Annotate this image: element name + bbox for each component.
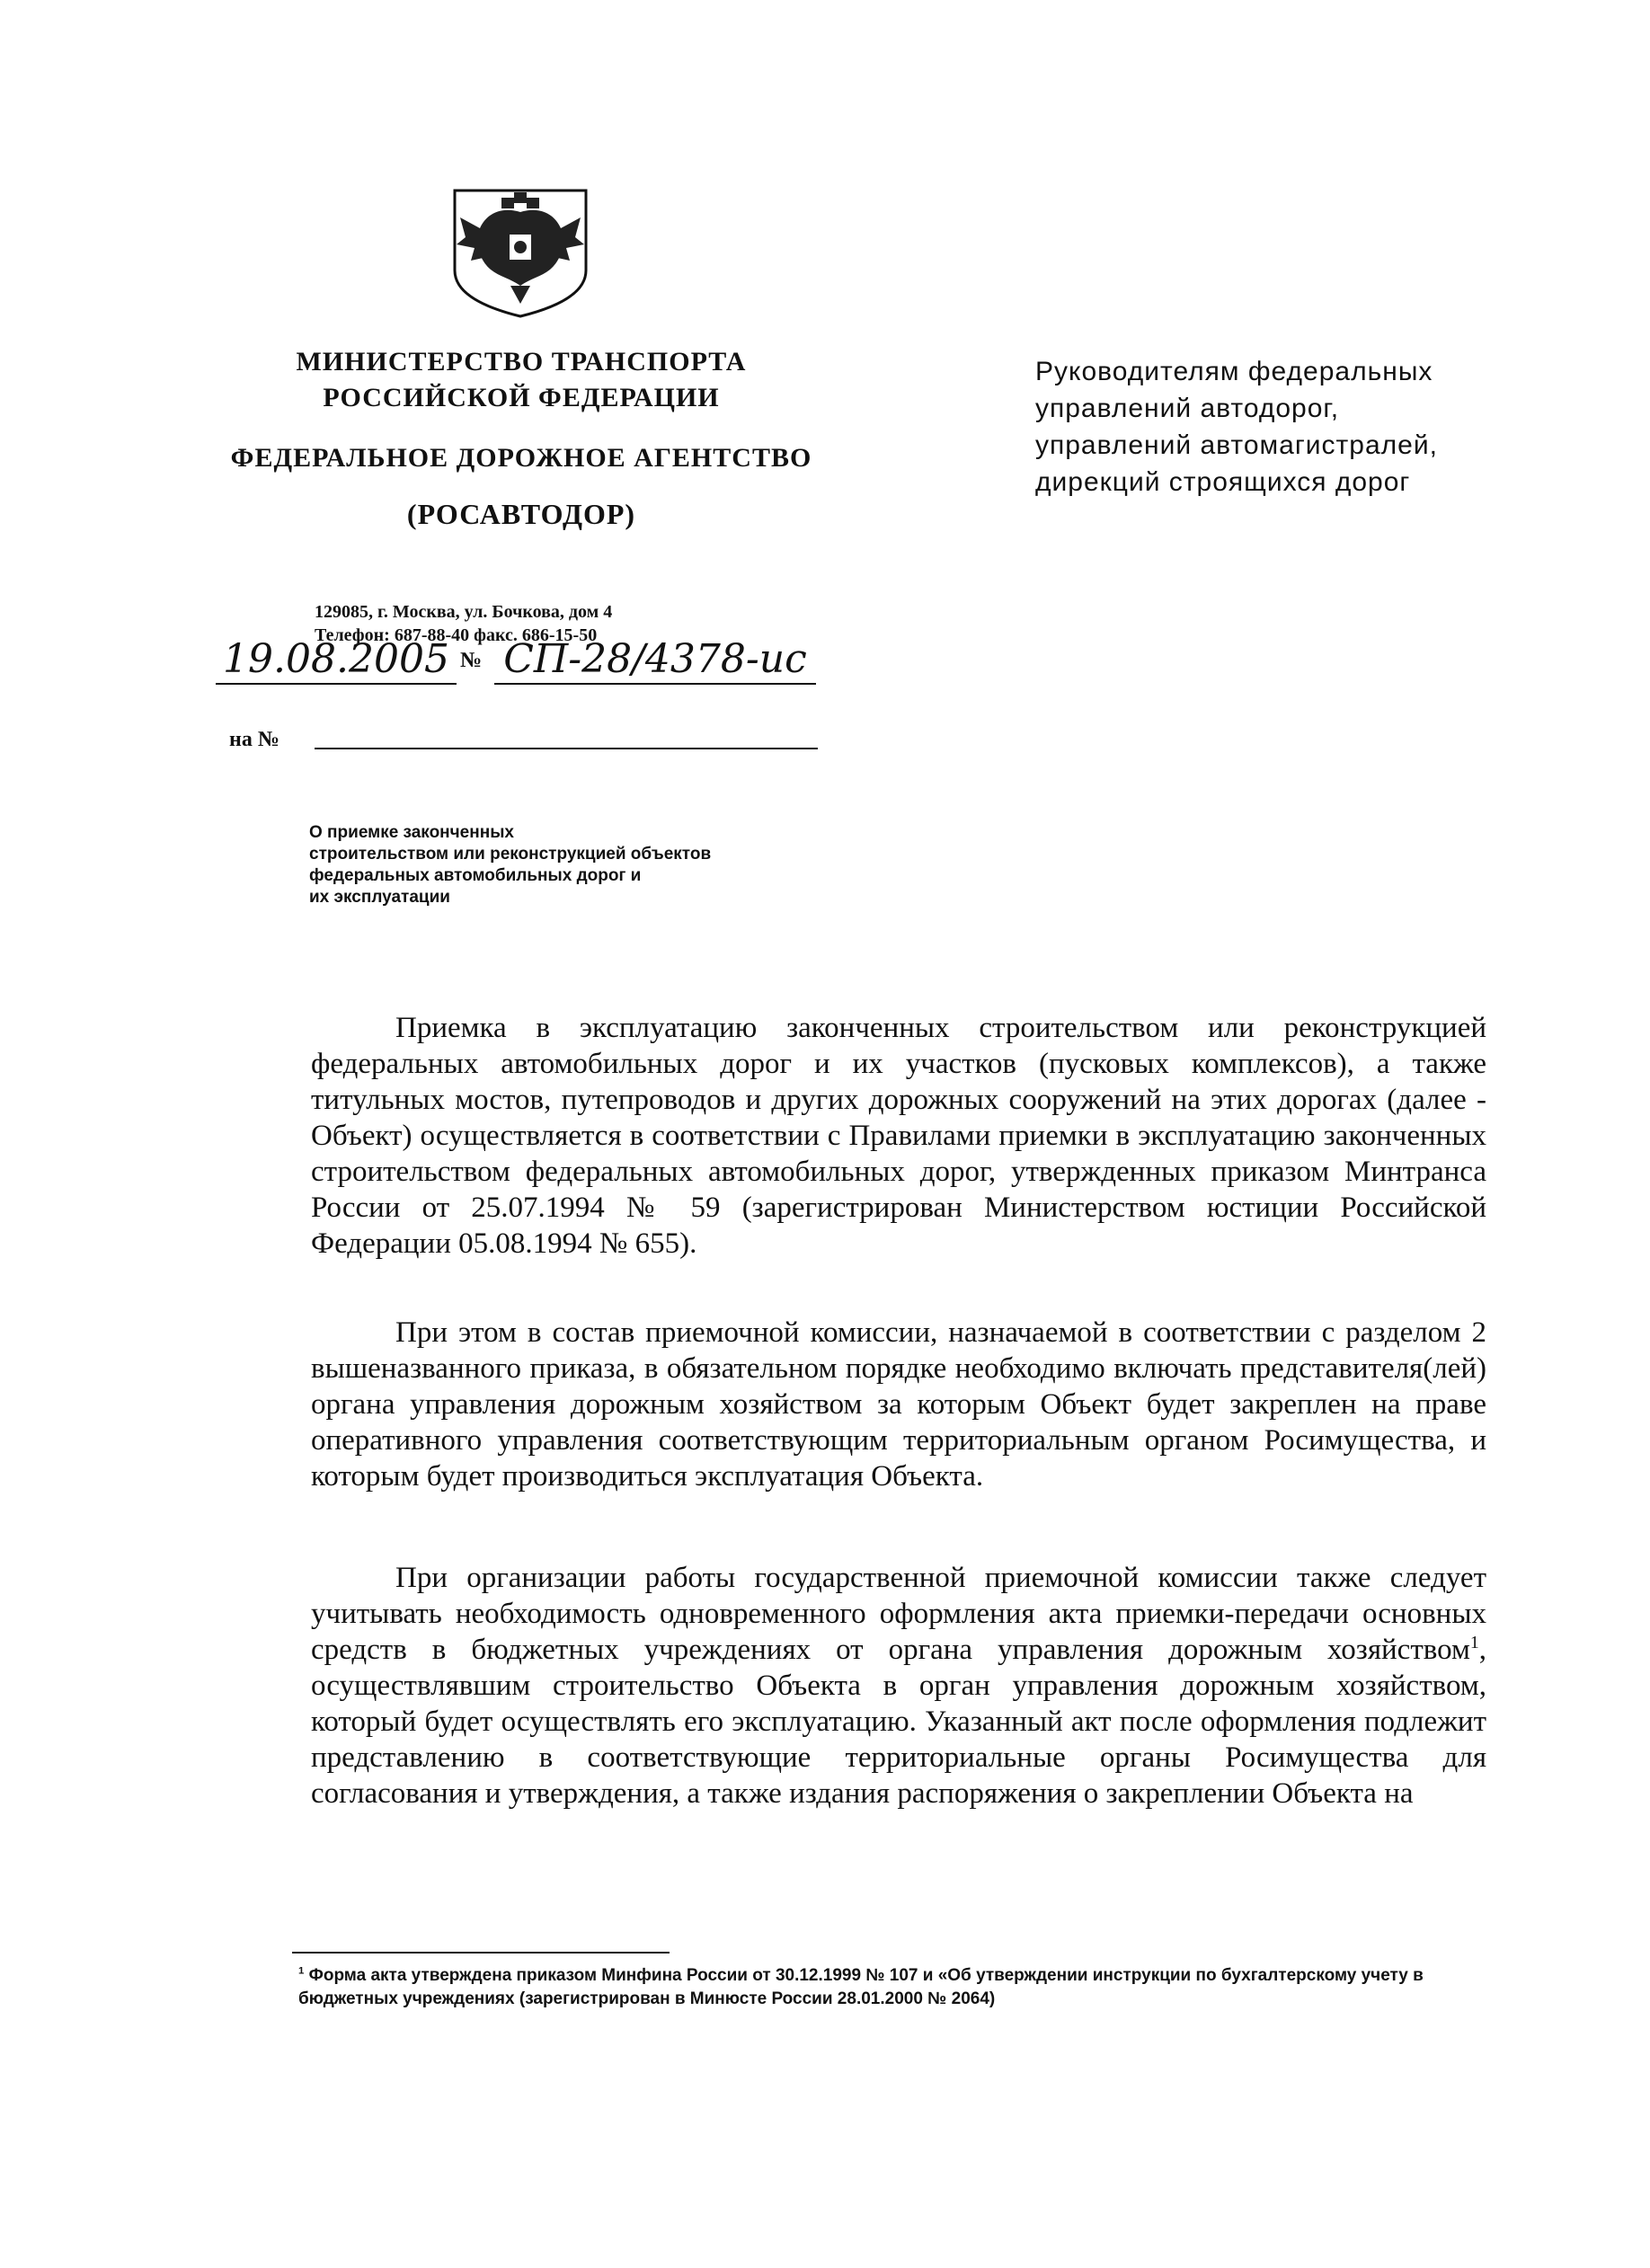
subject-block	[309, 822, 884, 908]
addressee-line: Руководителям федеральных	[1035, 357, 1433, 386]
coat-of-arms-icon	[448, 185, 593, 320]
ministry-name-line1: МИНИСТЕРСТВО ТРАНСПОРТА	[296, 347, 747, 377]
footnote	[298, 1964, 1486, 2011]
ministry-name-line2: РОССИЙСКОЙ ФЕДЕРАЦИИ	[323, 383, 720, 412]
address-text: 129085, г. Москва, ул. Бочкова, дом 4	[315, 602, 613, 622]
letter-date: 19.08.2005	[223, 636, 449, 682]
letter-number: СП-28/4378-ис	[503, 636, 807, 682]
paragraph-text: , осуществлявшим строительство Объекта в орган управления дорожным хозяйством, который будет осуществлять его эксплуатацию. Указанный акт после оформления подлежит представлению в соответствующие территориальные органы Росимущества для согласования и утверждения, а также издания распоряжения о закреплении Объекта на	[311, 1634, 1486, 1810]
footnote-text: Форма акта утверждена приказом Минфина России от 30.12.1999 № 107 и «Об утверждении инструкции по бухгалтерскому учету в бюджетных учреждениях (зарегистрирован в Минюсте России 28.01.2000 № 2064)	[298, 1966, 1424, 2008]
in-reply-label: на №	[229, 728, 279, 751]
addressee-line: управлений автодорог,	[1035, 394, 1340, 423]
addressee-line: управлений автомагистралей,	[1035, 430, 1438, 460]
subject-line: О приемке законченных	[309, 823, 514, 842]
paragraph-text: При организации работы государственной приемочной комиссии также следует учитывать необходимость одновременного оформления акта приемки-передачи основных средств в бюджетных учреждениях от органа управления дорожным хозяйством	[311, 1562, 1486, 1666]
body-paragraph: Приемка в эксплуатацию законченных строительством или реконструкцией федеральных автомобильных дорог и их участков (пусковых комплексов), а также титульных мостов, путепроводов и других дорожных сооружений на этих дорогах (далее - Объект) осуществляется в соответствии с Правилами приемки в эксплуатацию законченных строительством федеральных автомобильных дорог, утвержденных приказом Минтранса России от 25.07.1994 № 59 (зарегистрирован Министерством юстиции Российской Федерации 05.08.1994 № 655).	[311, 1012, 1486, 1260]
number-sign: №	[460, 649, 483, 672]
subject-line: их эксплуатации	[309, 888, 450, 907]
addressee-block	[1035, 353, 1610, 501]
body-paragraph	[311, 1560, 1486, 1812]
phone-text: Телефон: 687-88-40 факс. 686-15-50	[315, 625, 598, 645]
date-underline	[216, 683, 457, 685]
footnote-divider	[292, 1952, 670, 1953]
body-paragraph: При этом в состав приемочной комиссии, назначаемой в соответствии с разделом 2 вышеназванного приказа, в обязательном порядке необходимо включать представителя(лей) органа управления дорожным хозяйством за которым Объект будет закреплен на праве оперативного управления соответствующим территориальным органом Росимущества, и которым будет производиться эксплуатация Объекта.	[311, 1316, 1486, 1493]
agency-abbreviation: (РОСАВТОДОР)	[406, 498, 636, 530]
number-underline	[494, 683, 816, 685]
footnote-marker: 1	[298, 1965, 305, 1977]
addressee-line: дирекций строящихся дорог	[1035, 467, 1411, 497]
footnote-reference: 1	[1469, 1633, 1479, 1652]
agency-name: ФЕДЕРАЛЬНОЕ ДОРОЖНОЕ АГЕНТСТВО	[230, 443, 812, 473]
subject-line: федеральных автомобильных дорог и	[309, 866, 642, 885]
in-reply-underline	[315, 748, 818, 749]
subject-line: строительством или реконструкцией объектов	[309, 845, 712, 864]
